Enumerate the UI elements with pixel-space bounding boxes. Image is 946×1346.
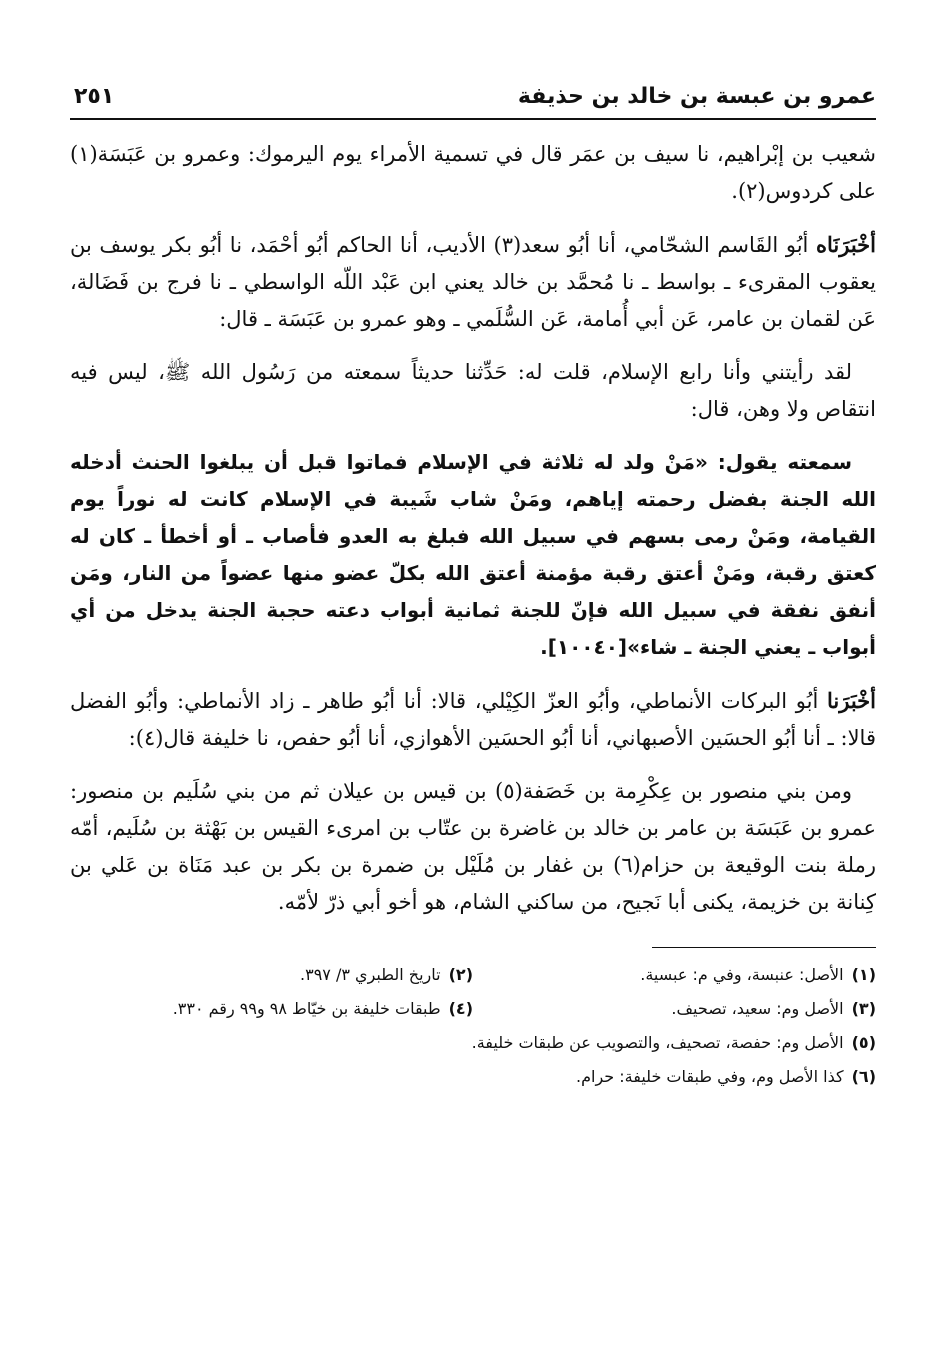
paragraph-1-text: شعيب بن إبْراهيم، نا سيف بن عمَر قال في تسمية الأمراء يوم اليرموك: وعمرو بن عَبَسَة(١) على كردوس(٢). <box>70 142 876 203</box>
footnote-1-text: الأصل: عنبسة، وفي م: عبسية. <box>640 965 844 984</box>
footnote-6-text: كذا الأصل وم، وفي طبقات خليفة: حرام. <box>576 1067 844 1086</box>
footnote-5-number: (٥) <box>851 1033 876 1052</box>
paragraph-3 <box>70 354 876 428</box>
paragraph-2-lead: أخْبَرَنَاه <box>816 232 876 257</box>
footnote-3 <box>473 992 876 1026</box>
paragraph-6 <box>70 773 876 921</box>
footnote-row-1 <box>70 958 876 992</box>
paragraph-6-text: ومن بني منصور بن عِكْرِمة بن خَصَفة(٥) بن قيس بن عيلان ثم من بني سُلَيم بن منصور: عمرو بن عَبَسَة بن عامر بن خالد بن غاضرة بن عتّاب بن امرىء القيس بن بَهْثة بن سُلَيم، أمّه رملة بنت الوقيعة بن حزام(٦) بن غفار بن مُلَيْل بن ضمرة بن بكر بن عبد مَنَاة بن عَلي بن كِنانة بن خزيمة، يكنى أبا نَجيح، من ساكني الشام، هو أخو أبي ذرّ لأمّه. <box>70 779 876 914</box>
footnote-5 <box>70 1026 876 1060</box>
book-page <box>70 78 876 1094</box>
footnote-2 <box>70 958 473 992</box>
footnote-4-text: طبقات خليفة بن خيّاط ٩٨ و٩٩ رقم ٣٣٠. <box>172 999 441 1018</box>
footnote-3-text: الأصل وم: سعيد، تصحيف. <box>671 999 844 1018</box>
footnote-divider <box>652 947 876 948</box>
footnote-6 <box>70 1060 876 1094</box>
footnote-row-2 <box>70 992 876 1026</box>
footnote-2-number: (٢) <box>448 965 473 984</box>
footnotes <box>70 958 876 1094</box>
footnote-2-text: تاريخ الطبري ٣/ ٣٩٧. <box>300 965 441 984</box>
footnote-1 <box>473 958 876 992</box>
paragraph-3-text: لقد رأيتني وأنا رابع الإسلام، قلت له: حَدِّثنا حديثاً سمعته من رَسُول الله ﷺ، ليس فيه انتقاص ولا وهن، قال: <box>70 360 876 421</box>
paragraph-1 <box>70 136 876 210</box>
footnote-3-number: (٣) <box>851 999 876 1018</box>
footnote-4 <box>70 992 473 1026</box>
paragraph-5-lead: أخْبَرَنا <box>827 688 876 713</box>
footnote-4-number: (٤) <box>448 999 473 1018</box>
paragraph-5-text: أبُو البركات الأنماطي، وأبُو العزّ الكِيْلي، قالا: أنا أبُو طاهر ـ زاد الأنماطي: وأبُو الفضل قالا: ـ أنا أبُو الحسَين الأصبهاني، أنا أبُو الحسَين الأهوازي، أنا أبُو حفص، نا خليفة قال(٤): <box>70 689 876 750</box>
body-text <box>70 136 876 921</box>
running-head <box>70 78 876 120</box>
paragraph-2-text: أبُو القَاسم الشحّامي، أنا أبُو سعد(٣) الأديب، أنا الحاكم أبُو أحْمَد، نا أبُو بكر يوسف بن يعقوب المقرىء ـ بواسط ـ نا مُحمَّد بن خالد يعني ابن عَبْد اللّه الواسطي ـ نا فرج بن فَضَالة، عَن لقمان بن عامر، عَن أبي أُمامة، عَن السُّلَمي ـ وهو عمرو بن عَبَسَة ـ قال: <box>70 233 876 331</box>
hadith-text: سمعته يقول: «مَنْ ولد له ثلاثة في الإسلام فماتوا قبل أن يبلغوا الحنث أدخله الله الجنة بفضل رحمته إياهم، ومَنْ شاب شَيبة في الإسلام كانت له نوراً يوم القيامة، ومَنْ رمى بسهم في سبيل الله فبلغ به العدو فأصاب ـ أو أخطأ ـ كان له كعتق رقبة، ومَنْ أعتق رقبة مؤمنة أعتق الله بكلّ عضو منها عضواً من النار، ومَن أنفق نفقة في سبيل الله فإنّ للجنة ثمانية أبواب دعته حجبة الجنة يدخل من أي أبواب ـ يعني الجنة ـ شاء»[١٠٠٤٠]. <box>70 450 876 659</box>
footnote-1-number: (١) <box>851 965 876 984</box>
footnote-5-text: الأصل وم: حفصة، تصحيف، والتصويب عن طبقات خليفة. <box>471 1033 844 1052</box>
page-number: ٢٥١ <box>74 84 115 109</box>
footnote-6-number: (٦) <box>851 1067 876 1086</box>
paragraph-2 <box>70 226 876 338</box>
hadith-paragraph <box>70 444 876 666</box>
paragraph-5 <box>70 682 876 757</box>
running-head-title: عمرو بن عبسة بن خالد بن حذيفة <box>517 84 876 109</box>
